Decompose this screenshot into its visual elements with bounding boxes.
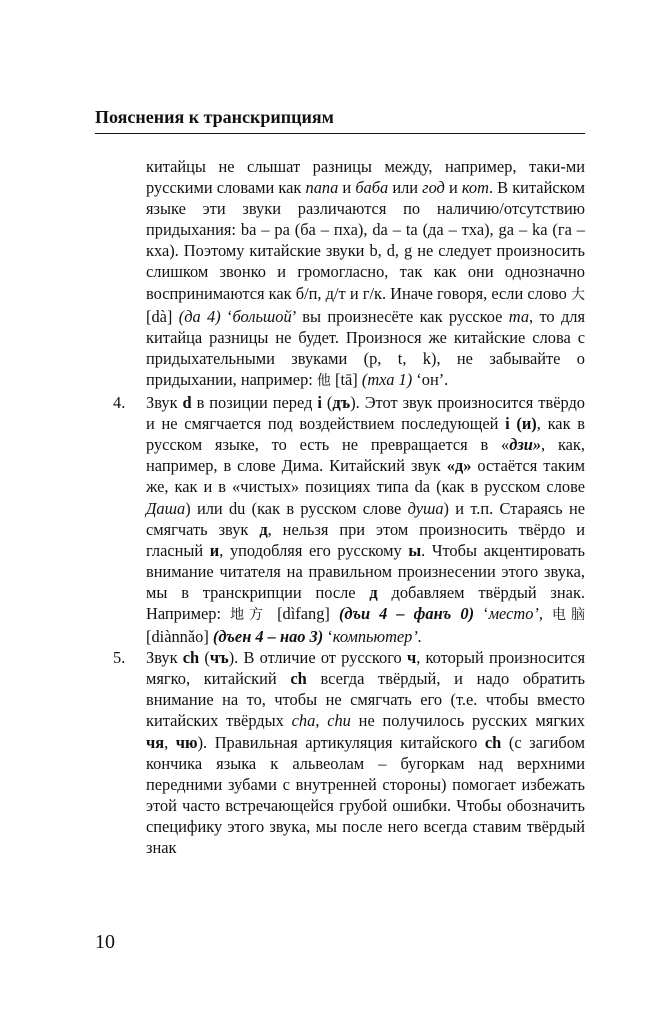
header-rule — [95, 133, 585, 134]
running-header: Пояснения к транскрипциям — [95, 107, 334, 127]
list-item-4: 4. Звук d в позиции перед i (дъ). Этот звук произносится твёрдо и не смягчается под воздействием последующей i (и), как в русском языке, то есть не превращается в «дзи», как, например, в слове Дима. Китайский звук «д» остаётся таким же, как и в «чистых» позициях типа da (как в русском слове Даша) или du (как в русском слове душа) и т.п. Стараясь не смягчать звук д, нельзя при этом произносить твёрдо и гласный и, уподобляя его русскому ы. Чтобы акцентировать внимание читателя на правильном произнесении этого звука, мы в транскрипции после д добавляем твёрдый знак. Например: 地方 [dìfang] (дъи 4 – фанъ 0) ‘место’, 电脑 [diànnǎo] (дъен 4 – нао 3) ‘компьютер’. — [113, 393, 585, 647]
chinese-char: 大 — [571, 286, 585, 303]
list-item-number: 4. — [113, 393, 126, 413]
page-body — [95, 156, 585, 858]
continuation-paragraph: китайцы не слышат разницы между, например, таки-ми русскими словами как папа и баба или год и кот. В китайском языке эти звуки различаются по наличию/отсутствию придыхания: ba – pa (ба – пха), da – ta (да – тха), ga – ka (га – кха). Поэтому китайские звуки b, d, g не следует произносить слишком звонко и громогласно, так как они однозначно воспринимаются как б/п, д/т и г/к. Иначе говоря, если слово 大 [dà] (да 4) ‘большой’ вы произнесёте как русское та, то для китайца разницы не будет. Произнося же китайские слова с придыхательными звуками (p, t, k), не забывайте о придыхании, например: 他 [tā] (тха 1) ‘он’. — [146, 157, 586, 389]
chinese-char: 他 — [316, 372, 331, 389]
chinese-char: 电脑 — [552, 606, 585, 623]
chinese-char: 地方 — [230, 606, 269, 623]
page-number: 10 — [95, 931, 115, 953]
list-item-5: 5. Звук ch (чъ). В отличие от русского ч, который произносится мягко, китайский ch всегда твёрдый, и надо обратить внимание на то, чтобы не смягчать его (т.е. чтобы вместо китайских твёрдых cha, chu не получилось русских мягких чя, чю). Правильная артикуляция китайского ch (с загибом кончика языка к альвеолам – бугоркам над верхними передними зубами с внутренней стороны) помогает избежать этой часто встречающейся грубой ошибки. Чтобы обозначить специфику этого звука, мы после него всегда ставим твёрдый знак — [113, 648, 585, 857]
list-item-number: 5. — [113, 648, 126, 668]
